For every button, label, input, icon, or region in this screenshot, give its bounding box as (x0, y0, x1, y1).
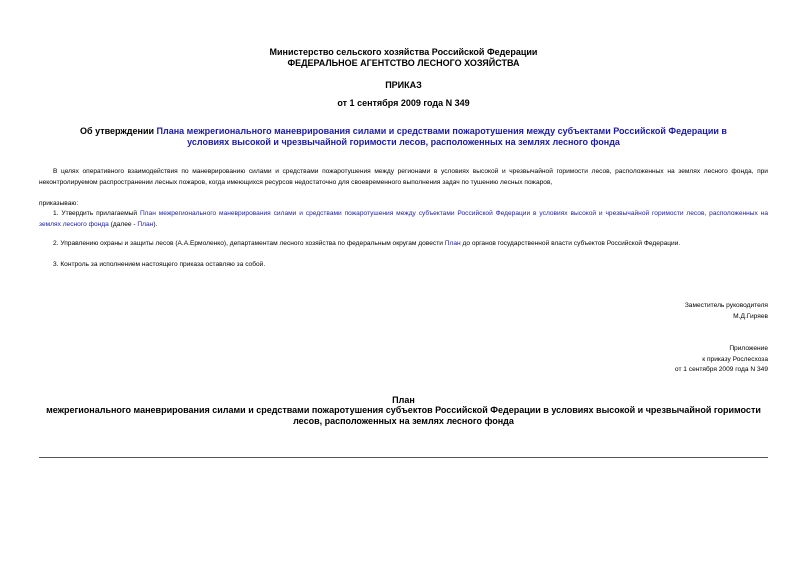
plan-title-line-3: лесов, расположенных на землях лесного фонда (293, 416, 514, 426)
item-1-paragraph (39, 209, 768, 230)
subject-plan-link[interactable]: Плана межрегионального маневрирования силами и средствами пожаротушения между субъектами Российской Федерации в условиях высокой и чрезвычайной горимости лесов, расположенных на землях лесного фонда (156, 126, 727, 147)
ministry-name: Министерство сельского хозяйства Российской Федерации (269, 47, 538, 57)
document-type: ПРИКАЗ (385, 80, 422, 90)
plan-title-line-1: План (392, 395, 415, 405)
plan-title-line-2: межрегионального маневрирования силами и средствами пожаротушения субъектов Российской Федерации в условиях высокой и чрезвычайной горимости (46, 405, 761, 415)
item-3-paragraph: 3. Контроль за исполнением настоящего приказа оставляю за собой. (53, 261, 266, 268)
preamble-paragraph: В целях оперативного взаимодействия по маневрированию силами и средствами пожаротушения между регионами в условиях высокой и чрезвычайной горимости лесов, расположенных на землях лесного фонда, при неконтролируемом распространении лесных пожаров, когда имеющихся ресурсов недостаточно для своевременного выполнения задач по тушению лесных пожаров, (39, 168, 768, 186)
item-1-prefix: 1. Утвердить прилагаемый (53, 210, 140, 217)
appendix-line-2: к приказу Рослесхоза (702, 355, 768, 363)
appendix-block (675, 344, 768, 376)
page-divider (39, 457, 768, 458)
item-2-plan-link[interactable]: План (444, 240, 461, 247)
item-1-end: ). (153, 220, 158, 228)
item-2-prefix: 2. Управлению охраны и защиты лесов (А.А.Ермоленко), департаментам лесного хозяйства по федеральным округам довести (53, 240, 445, 247)
signature-position: Заместитель руководителя (684, 302, 768, 309)
item-1-plan-link[interactable]: План межрегионального маневрирования силами и средствами пожаротушения между субъектами Российской Федерации в условиях высокой и чрезвычайной горимости лесов, расположенных на землях лесного фонда (39, 210, 768, 228)
item-2-paragraph (39, 239, 768, 250)
signature-name: М.Д.Гиряев (733, 312, 768, 320)
document-date-number: от 1 сентября 2009 года N 349 (337, 98, 470, 108)
item-1-mid: (далее - (108, 220, 138, 228)
agency-name: ФЕДЕРАЛЬНОЕ АГЕНТСТВО ЛЕСНОГО ХОЗЯЙСТВА (287, 58, 520, 68)
item-1-plan-short-link[interactable]: План (137, 220, 154, 228)
signature-block (685, 301, 768, 322)
appendix-line-3: от 1 сентября 2009 года N 349 (674, 366, 768, 373)
document-subject (60, 126, 747, 148)
order-word: приказываю: (39, 200, 79, 207)
subject-prefix: Об утверждении (80, 126, 157, 136)
appendix-line-1: Приложение (729, 345, 768, 352)
item-2-end: до органов государственной власти субъектов Российской Федерации. (460, 240, 681, 247)
